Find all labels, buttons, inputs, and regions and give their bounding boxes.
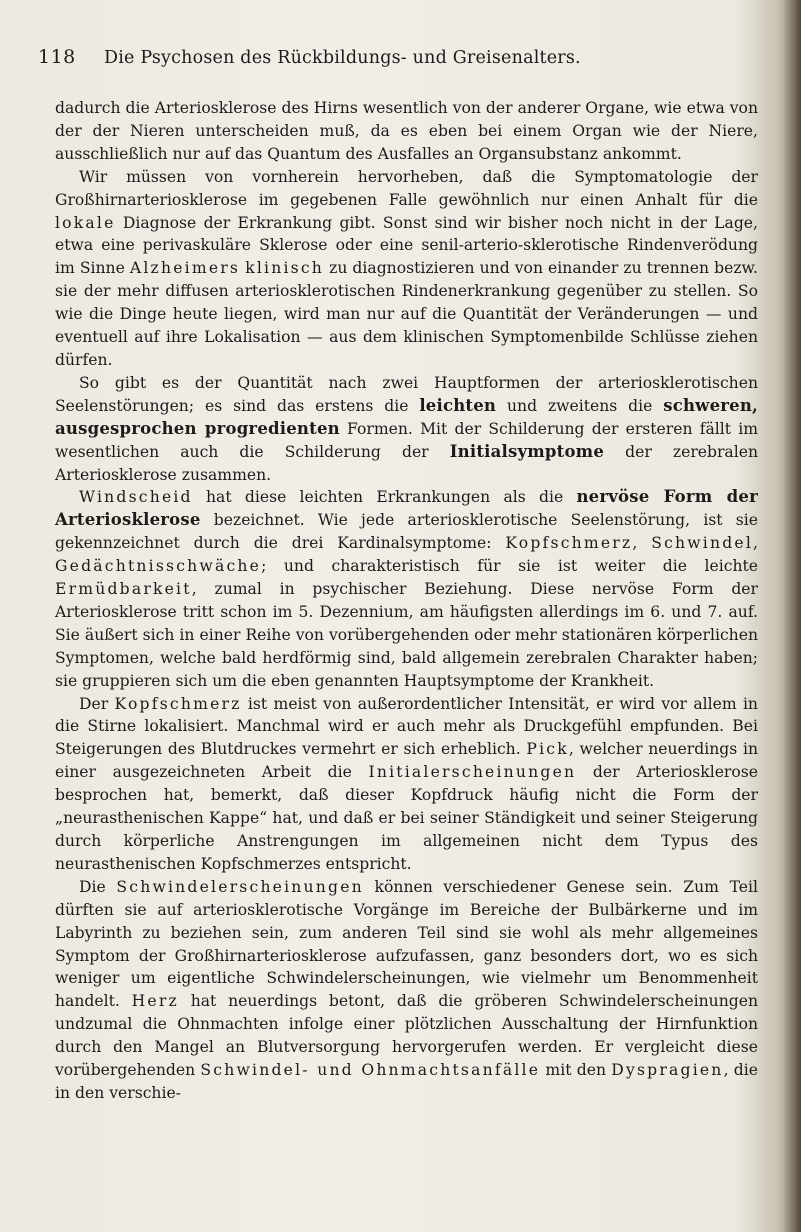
page-edge-shadow	[783, 0, 801, 1232]
text-run: So gibt es der Quantität nach zwei Hauptformen der arteriosklerotischen Seelenstörungen; es sind das erstens die	[55, 373, 758, 415]
text-run: und zweitens die	[496, 396, 664, 415]
spaced-term: Kopfschmerz	[114, 694, 242, 713]
text-run: ; und charakteristisch für sie ist weiter die leichte	[261, 557, 758, 576]
spaced-term: Windscheid	[79, 488, 193, 507]
spaced-term: Gedächtnisschwäche	[55, 557, 262, 576]
spaced-term: Alzheimers	[129, 259, 241, 278]
page-number: 118	[38, 46, 76, 68]
text-run: Formen. Mit der Schilderung der ersteren fällt im wesentlichen auch die Schilderung der	[55, 419, 758, 461]
text-run: dadurch die Arteriosklerose des Hirns wesentlich von der anderer Organe, wie etwa von der der Nieren unterscheiden muß, da es eben bei einem Organ wie der Niere, ausschließlich nur auf das Quantum des Ausfalles an Organsubstanz ankommt.	[55, 99, 758, 163]
text-run: Die	[79, 877, 117, 896]
text-run: hat diese leichten Erkrankungen als die	[192, 488, 577, 507]
page-header	[38, 46, 758, 78]
paragraph	[55, 372, 758, 487]
spaced-term: Initialerscheinungen	[368, 763, 577, 782]
paragraph	[55, 97, 758, 166]
text-run: Diagnose der Erkrankung gibt. Sonst sind wir bisher noch nicht in der Lage, etwa eine perivaskuläre Sklerose oder eine senil-arterio-sklerotische Rindenverödung im Sinne	[55, 213, 758, 278]
text-run: ist meist von außerordentlicher Intensität, er wird vor allem in die Stirne lokalisiert. Manchmal wird er auch mehr als Druckgefühl empfunden. Bei Steigerungen des Blutdruckes vermehrt er sich erheblich.	[55, 694, 758, 759]
paragraph	[55, 876, 758, 1105]
text-run: der zerebralen Arteriosklerose zusammen.	[55, 442, 758, 484]
text-run: Der	[79, 694, 115, 713]
spaced-term: klinisch	[245, 259, 325, 278]
paragraph	[55, 166, 758, 372]
text-run: mit den	[540, 1061, 612, 1080]
spaced-term: lokale	[55, 213, 116, 232]
text-run: , zumal in psychischer Beziehung. Diese nervöse Form der Arteriosklerose tritt schon im 5. Dezennium, am häufigsten allerdings im 6. und 7. auf. Sie äußert sich in einer Reihe von vorübergehenden oder mehr stationären körperlichen Symptomen, welche bald herdförmig sind, bald allgemein zerebralen Charakter haben; sie gruppieren sich um die eben genannten Hauptsymptome der Krankheit.	[55, 580, 758, 690]
spaced-term: Schwindelerscheinungen	[116, 877, 364, 896]
text-run: Wir müssen von vornherein hervorheben, daß die Symptomatologie der Großhirnarteriosklerose im gegebenen Falle gewöhnlich nur einen Anhalt für die	[55, 167, 758, 209]
text-run: , welcher neuerdings in einer ausgezeichneten Arbeit die	[55, 740, 759, 782]
body-text	[55, 97, 758, 1105]
text-run: , die in den verschie-	[55, 1061, 758, 1102]
spaced-term: Herz	[131, 992, 179, 1011]
text-run: ,	[753, 534, 759, 553]
text-run: zu diagnostizieren und von einander zu trennen bezw. sie der mehr diffusen arteriosklerotischen Rindenerkrankung gegenüber zu stellen. So wie die Dinge heute liegen, wird man nur auf die Quantität der Veränderungen — und eventuell auf ihre Lokalisation — aus dem klinischen Symptomenbilde Schlüsse ziehen dürfen.	[55, 259, 758, 369]
bold-term: Initialsymptome	[449, 441, 605, 461]
bold-term: schweren, ausgesprochen progredienten	[55, 395, 758, 438]
bold-term: leichten	[419, 395, 497, 415]
paragraph	[55, 693, 758, 876]
bold-term: nervöse Form der Arteriosklerose	[55, 487, 759, 530]
spaced-term: Schwindel	[651, 534, 754, 553]
spaced-term: Dyspragien	[611, 1061, 724, 1080]
spaced-term: Pick	[526, 740, 569, 759]
spaced-term: Schwindel- und Ohnmachtsanfälle	[200, 1061, 541, 1080]
text-run: hat neuerdings betont, daß die gröberen Schwindelerscheinungen undzumal die Ohnmachten infolge einer plötzlichen Ausschaltung der Hirnfunktion durch den Mangel an Blutversorgung hervorgerufen werden. Er vergleicht diese vorübergehenden	[55, 992, 758, 1080]
spaced-term: Ermüdbarkeit	[55, 580, 192, 599]
spaced-term: Kopfschmerz	[505, 534, 633, 553]
running-title: Die Psychosen des Rückbildungs- und Greisenalters.	[104, 48, 581, 68]
text-run: der Arteriosklerose besprochen hat, bemerkt, daß dieser Kopfdruck häufig nicht die Form der „neurasthenischen Kappe“ hat, und daß er bei seiner Ständigkeit und seiner Steigerung durch körperliche Anstrengungen im allgemeinen nicht dem Typus des neurasthenischen Kopfschmerzes entspricht.	[55, 763, 758, 873]
text-run: können verschiedener Genese sein. Zum Teil dürften sie auf arteriosklerotische Vorgänge im Bereiche der Bulbärkerne und im Labyrinth zu beziehen sein, zum anderen Teil sind sie wohl als mehr allgemeines Symptom der Großhirnarteriosklerose aufzufassen, ganz besonders dort, wo es sich weniger um eigentliche Schwindelerscheinungen, wie vielmehr um Benommenheit handelt.	[55, 877, 758, 1011]
text-run: ,	[632, 534, 652, 553]
text-run: bezeichnet. Wie jede arteriosklerotische Seelenstörung, ist sie gekennzeichnet durch die drei Kardinalsymptome:	[55, 511, 758, 553]
paragraph	[55, 486, 758, 692]
